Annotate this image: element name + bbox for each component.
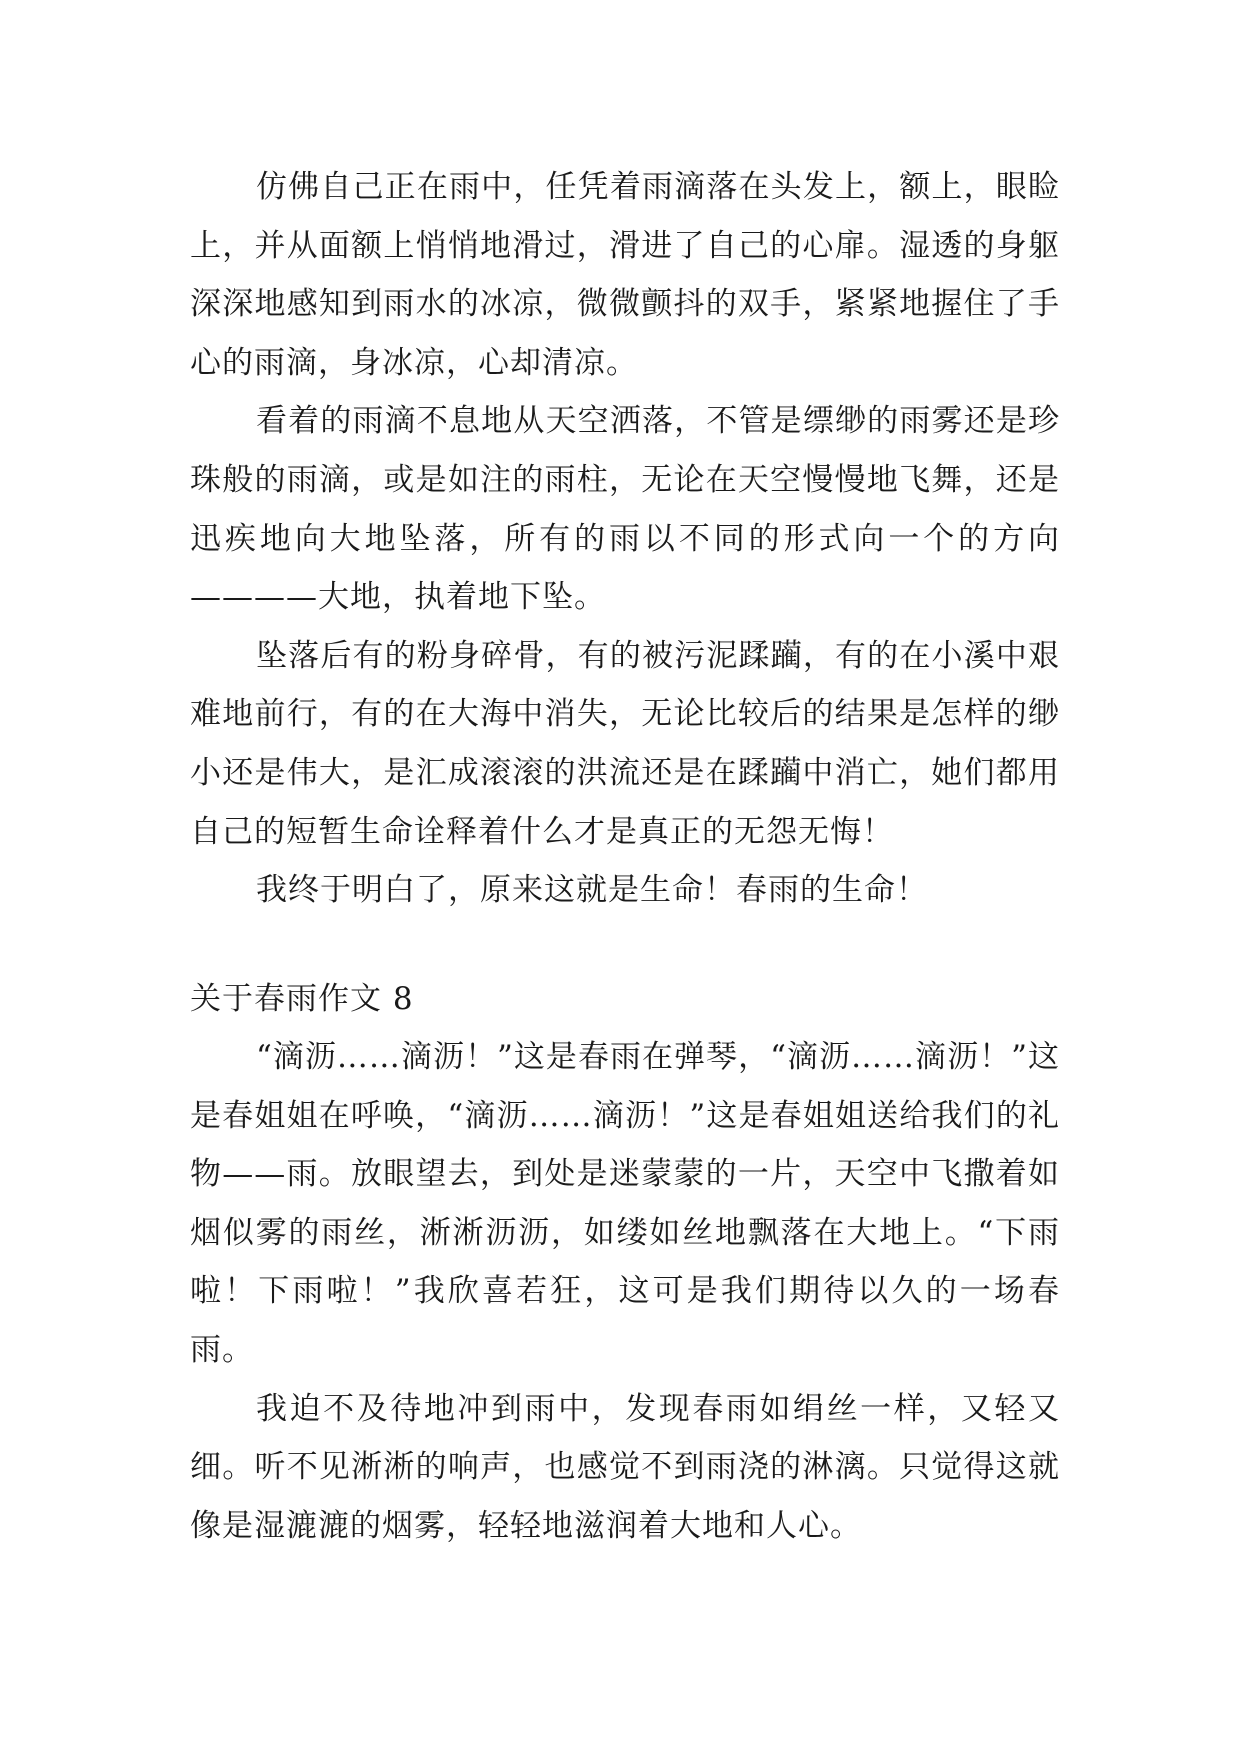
paragraph: 仿佛自己正在雨中，任凭着雨滴落在头发上，额上，眼睑上，并从面额上悄悄地滑过，滑进了自己的心扉。湿透的身躯深深地感知到雨水的冰凉，微微颤抖的双手，紧紧地握住了手心的雨滴，身冰凉，心却清凉。 (190, 169, 1060, 381)
essay-continuation (190, 158, 1060, 920)
paragraph: 我终于明白了，原来这就是生命！春雨的生命！ (256, 872, 928, 909)
paragraph: 坠落后有的粉身碎骨，有的被污泥蹂躏，有的在小溪中艰难地前行，有的在大海中消失，无论比较后的结果是怎样的缈小还是伟大，是汇成滚滚的洪流还是在蹂躏中消亡，她们都用自己的短暂生命诠释着什么才是真正的无怨无悔！ (190, 637, 1060, 850)
paragraph: 我迫不及待地冲到雨中，发现春雨如绢丝一样，又轻又细。听不见淅淅的响声，也感觉不到雨浇的淋漓。只觉得这就像是湿漉漉的烟雾，轻轻地滋润着大地和人心。 (190, 1390, 1060, 1544)
paragraph: 看着的雨滴不息地从天空洒落，不管是缥缈的雨雾还是珍珠般的雨滴，或是如注的雨柱，无论在天空慢慢地飞舞，还是迅疾地向大地坠落，所有的雨以不同的形式向一个的方向————大地，执着地下坠。 (190, 403, 1060, 616)
section-heading: 关于春雨作文 8 (190, 981, 414, 1017)
essay-8-body (190, 1028, 1060, 1555)
paragraph: “滴沥……滴沥！”这是春雨在弹琴，“滴沥……滴沥！”这是春姐姐在呼唤，“滴沥……滴沥！”这是春姐姐送给我们的礼物——雨。放眼望去，到处是迷蒙蒙的一片，天空中飞撒着如烟似雾的雨丝，淅淅沥沥，如缕如丝地飘落在大地上。“下雨啦！下雨啦！”我欣喜若狂，这可是我们期待以久的一场春雨。 (190, 1039, 1060, 1368)
